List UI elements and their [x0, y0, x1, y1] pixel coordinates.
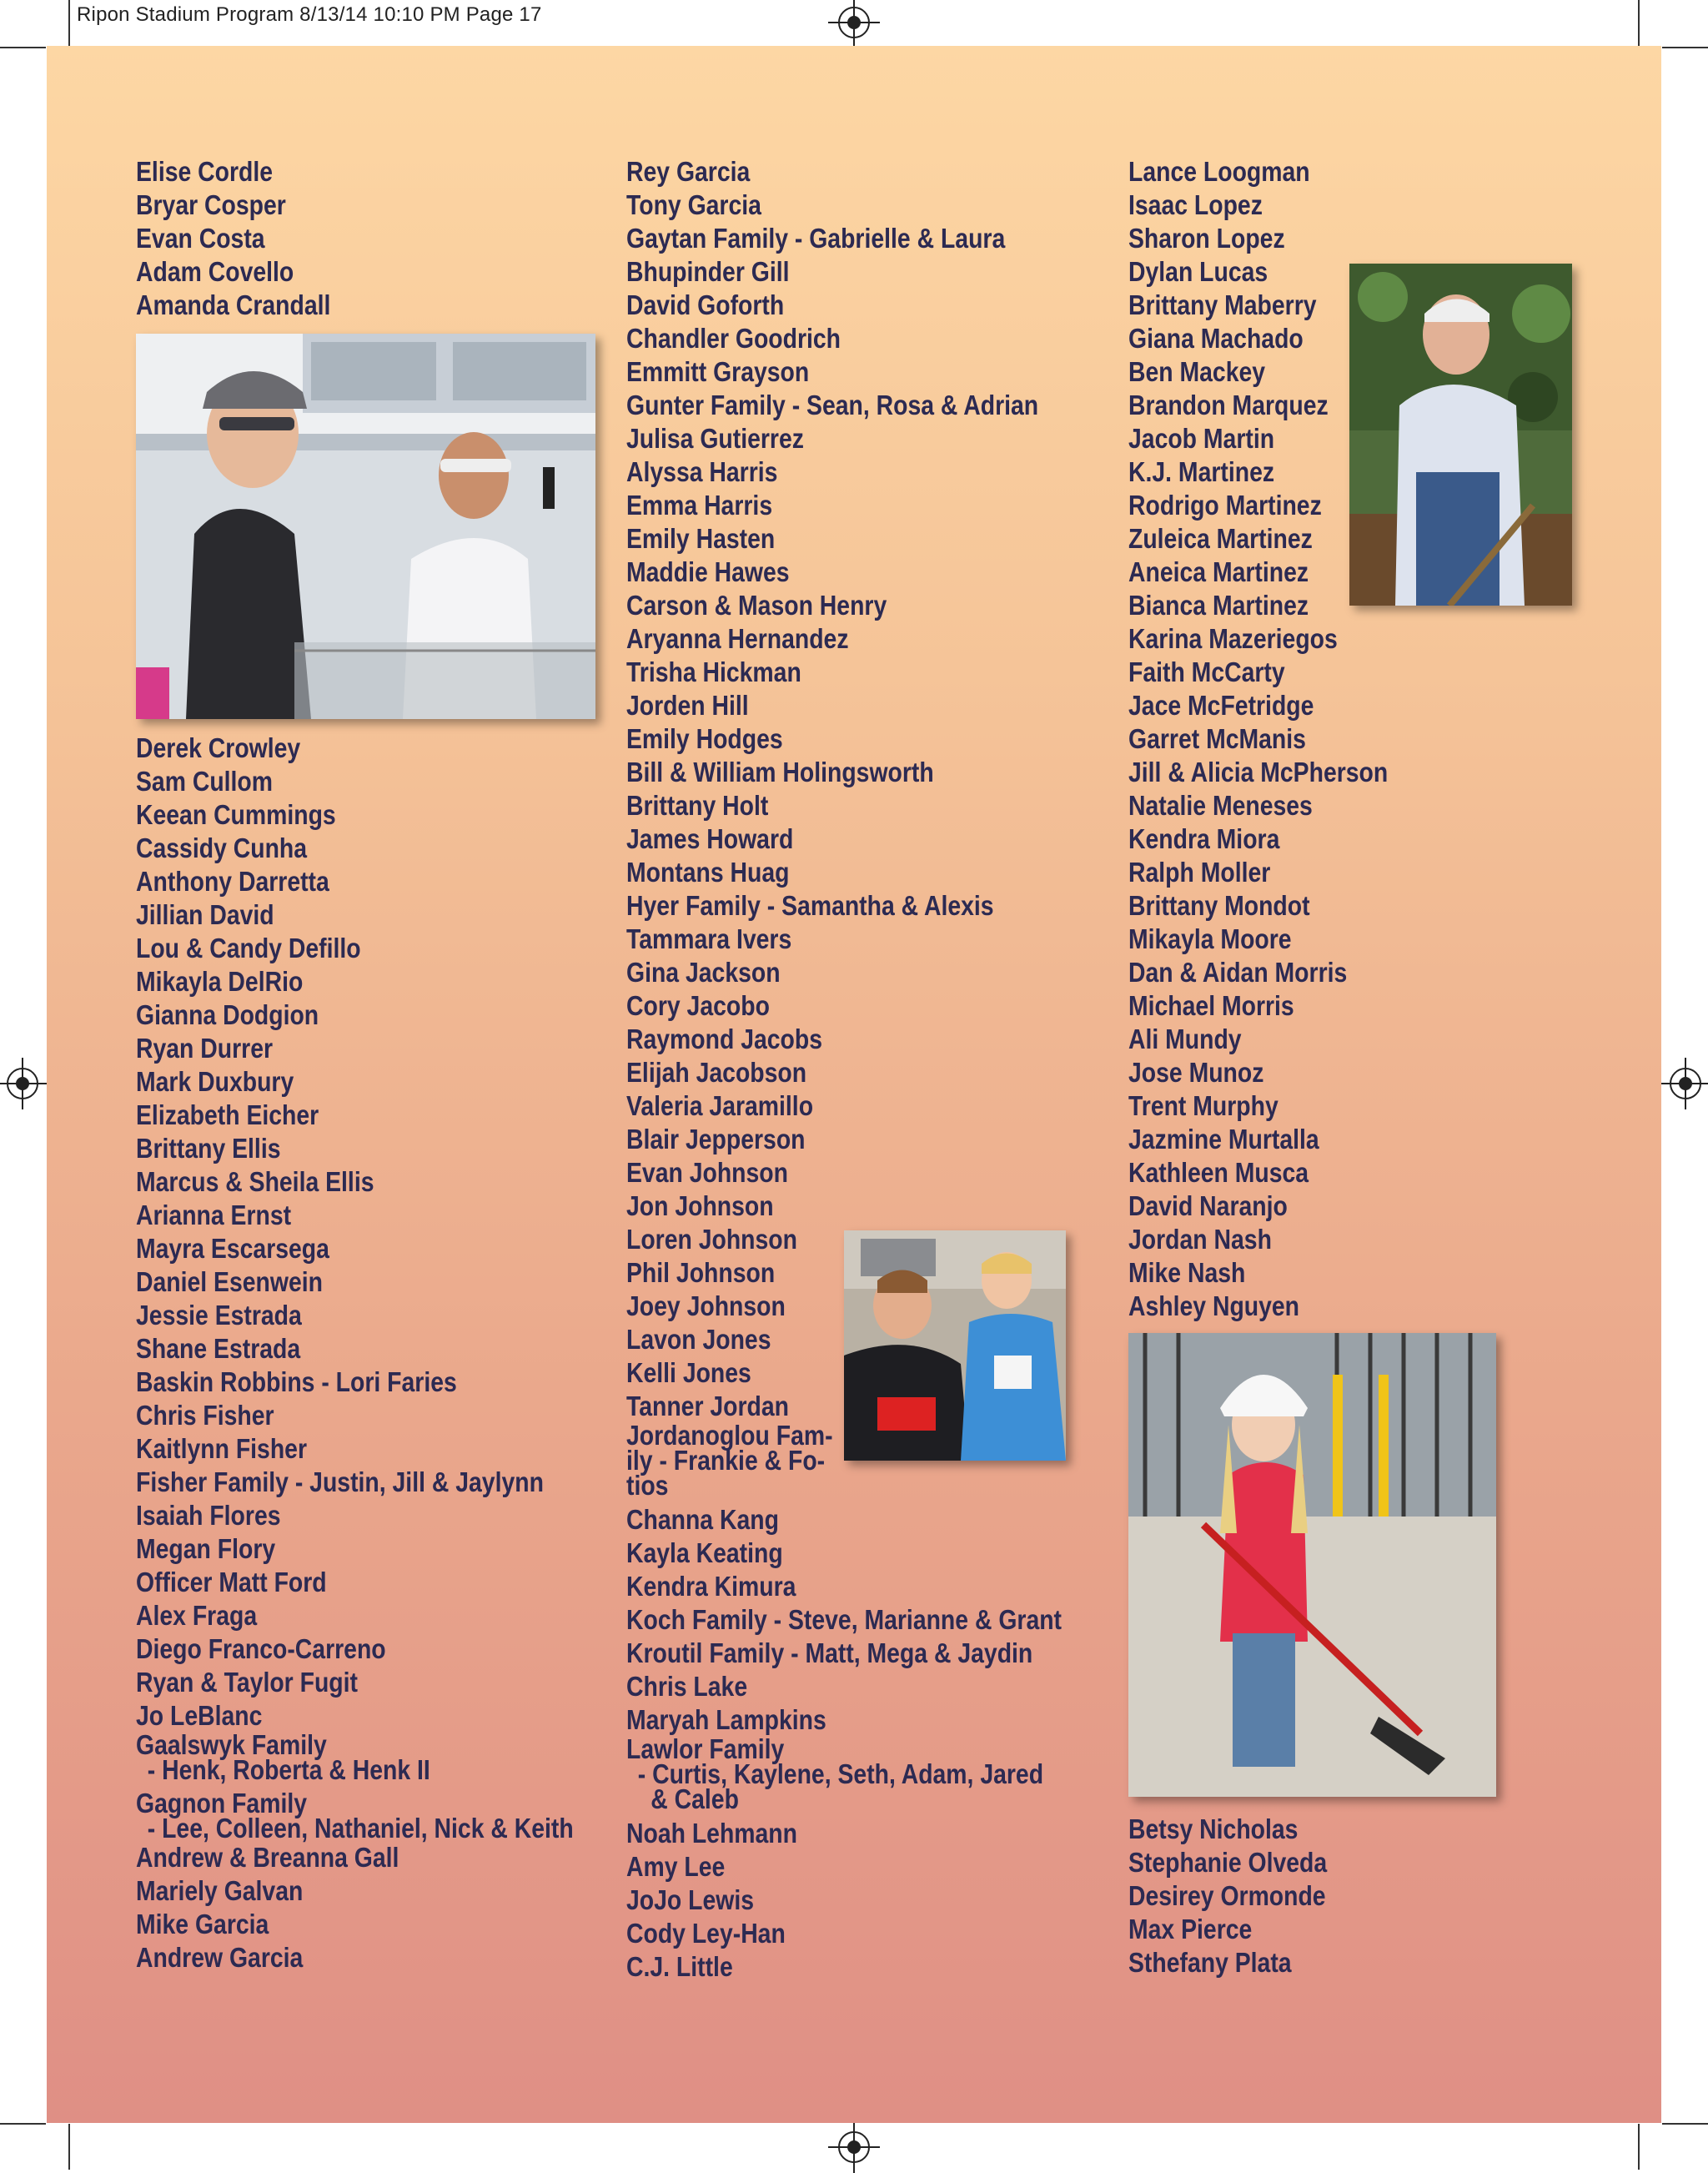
- list-item: JoJo Lewis: [626, 1884, 754, 1915]
- list-item: Jorden Hill: [626, 690, 749, 721]
- list-item: K.J. Martinez: [1128, 456, 1275, 487]
- list-item: Betsy Nicholas: [1128, 1813, 1299, 1844]
- family-name: Gaalswyk Family: [136, 1729, 327, 1760]
- list-item: Maryah Lampkins: [626, 1704, 826, 1735]
- list-item: Kelli Jones: [626, 1357, 751, 1388]
- name-list: [136, 155, 603, 322]
- list-item: Mike Nash: [1128, 1257, 1246, 1288]
- list-item: Jessie Estrada: [136, 1300, 302, 1330]
- list-item: Emily Hasten: [626, 523, 776, 554]
- list-item: Max Pierce: [1128, 1914, 1253, 1944]
- list-item: Mikayla Moore: [1128, 923, 1292, 954]
- list-item: Montans Huag: [626, 857, 790, 888]
- crop-mark: [0, 47, 46, 48]
- list-item: Cory Jacobo: [626, 990, 770, 1021]
- list-item: Carson & Mason Henry: [626, 590, 887, 621]
- list-item: Dylan Lucas: [1128, 256, 1268, 287]
- list-item: Mikayla DelRio: [136, 966, 304, 997]
- list-item: Rodrigo Martinez: [1128, 490, 1322, 521]
- registration-mark-icon: [838, 2131, 870, 2163]
- list-item: C.J. Little: [626, 1951, 733, 1982]
- list-item: Lavon Jones: [626, 1324, 771, 1355]
- list-item: Noah Lehmann: [626, 1818, 797, 1849]
- list-item: Megan Flory: [136, 1533, 276, 1564]
- list-item: Maddie Hawes: [626, 556, 790, 587]
- list-item: Isaac Lopez: [1128, 189, 1263, 220]
- list-item: Kendra Miora: [1128, 823, 1280, 854]
- list-item: Koch Family - Steve, Marianne & Grant: [626, 1604, 1062, 1635]
- list-item: David Naranjo: [1128, 1190, 1288, 1221]
- list-item: Brittany Maberry: [1128, 289, 1317, 320]
- list-item: Brandon Marquez: [1128, 390, 1329, 420]
- list-item: Rey Garcia: [626, 156, 751, 187]
- list-item: Cody Ley-Han: [626, 1918, 786, 1949]
- list-item: Michael Morris: [1128, 990, 1294, 1021]
- list-item: Julisa Gutierrez: [626, 423, 804, 454]
- list-item: Kroutil Family - Matt, Mega & Jaydin: [626, 1637, 1033, 1668]
- registration-mark-icon: [838, 7, 870, 38]
- list-item: Cassidy Cunha: [136, 832, 308, 863]
- registration-mark-icon: [1670, 1068, 1701, 1099]
- list-item: Loren Johnson: [626, 1224, 797, 1255]
- list-item: Mariely Galvan: [136, 1875, 304, 1906]
- list-item: Mike Garcia: [136, 1909, 269, 1939]
- list-item: Elise Cordle: [136, 156, 274, 187]
- crop-mark: [1638, 2124, 1640, 2170]
- list-item: Bill & William Holingsworth: [626, 757, 934, 787]
- list-item: Baskin Robbins - Lori Faries: [136, 1366, 457, 1397]
- list-item: Mark Duxbury: [136, 1066, 294, 1097]
- list-item: Chris Lake: [626, 1671, 748, 1702]
- list-item: Elizabeth Eicher: [136, 1099, 319, 1130]
- photo-announcers: [136, 334, 595, 719]
- list-item: Jordan Nash: [1128, 1224, 1272, 1255]
- list-item: Jacob Martin: [1128, 423, 1275, 454]
- list-item: Fisher Family - Justin, Jill & Jaylynn: [136, 1466, 544, 1497]
- list-item: Tony Garcia: [626, 189, 761, 220]
- list-item: Anthony Darretta: [136, 866, 329, 897]
- program-page: [47, 46, 1661, 2123]
- list-item: Kendra Kimura: [626, 1571, 796, 1602]
- list-item: Aneica Martinez: [1128, 556, 1309, 587]
- name-column-1-lower: [136, 732, 636, 1974]
- name-list: [1128, 1813, 1629, 1979]
- list-item: Garret McManis: [1128, 723, 1306, 754]
- name-list: [136, 732, 636, 1733]
- list-item: Sam Cullom: [136, 766, 274, 797]
- list-item: Bhupinder Gill: [626, 256, 790, 287]
- list-item: Gina Jackson: [626, 957, 781, 988]
- list-item: Emma Harris: [626, 490, 773, 521]
- crop-mark: [1638, 0, 1640, 46]
- name-column-3-lower: [1128, 1813, 1629, 1979]
- list-item: Kaitlynn Fisher: [136, 1433, 308, 1464]
- list-item: Desirey Ormonde: [1128, 1880, 1326, 1911]
- list-item: Phil Johnson: [626, 1257, 776, 1288]
- list-item: Elijah Jacobson: [626, 1057, 807, 1088]
- list-item: Valeria Jaramillo: [626, 1090, 814, 1121]
- list-item: Gaytan Family - Gabrielle & Laura: [626, 223, 1006, 254]
- list-item: Channa Kang: [626, 1504, 779, 1535]
- list-item: Emily Hodges: [626, 723, 783, 754]
- list-item: Lou & Candy Defillo: [136, 933, 361, 963]
- list-item: Jillian David: [136, 899, 274, 930]
- family-members: - Lee, Colleen, Nathaniel, Nick & Keith: [147, 1813, 574, 1844]
- list-item: Stephanie Olveda: [1128, 1847, 1328, 1878]
- list-item: Ralph Moller: [1128, 857, 1271, 888]
- list-item: Raymond Jacobs: [626, 1024, 822, 1054]
- list-item: Bryar Cosper: [136, 189, 286, 220]
- photo-man-shovel: [1349, 264, 1572, 606]
- family-entry-gaalswyk: [136, 1729, 636, 1785]
- list-item: Ashley Nguyen: [1128, 1290, 1300, 1321]
- list-item: Giana Machado: [1128, 323, 1304, 354]
- list-item: Jose Munoz: [1128, 1057, 1264, 1088]
- list-item: James Howard: [626, 823, 794, 854]
- list-item: Ryan & Taylor Fugit: [136, 1667, 358, 1698]
- list-item: Andrew Garcia: [136, 1942, 304, 1973]
- list-item: Karina Mazeriegos: [1128, 623, 1338, 654]
- list-item: Adam Covello: [136, 256, 294, 287]
- list-item: Jace McFetridge: [1128, 690, 1314, 721]
- list-item: Alex Fraga: [136, 1600, 258, 1631]
- list-item: Brittany Holt: [626, 790, 769, 821]
- name-list: [626, 1503, 1127, 1737]
- crop-mark: [68, 2124, 70, 2170]
- list-item: Arianna Ernst: [136, 1200, 292, 1230]
- list-item: Kayla Keating: [626, 1537, 783, 1568]
- list-item: Officer Matt Ford: [136, 1567, 327, 1597]
- family-members: - Curtis, Kaylene, Seth, Adam, Jared: [637, 1758, 1044, 1789]
- name-column-1: [136, 155, 603, 322]
- photo-kids-running: [844, 1230, 1066, 1461]
- list-item: Kathleen Musca: [1128, 1157, 1309, 1188]
- photo-girl-broom: [1128, 1333, 1496, 1797]
- family-entry-lawlor: [626, 1733, 1127, 1814]
- family-members: tios: [626, 1470, 669, 1501]
- list-item: Tammara Ivers: [626, 923, 792, 954]
- family-members: ily - Frankie & Fo-: [626, 1445, 826, 1476]
- name-column-2: [626, 155, 1127, 1984]
- list-item: Diego Franco-Carreno: [136, 1633, 386, 1664]
- list-item: Evan Costa: [136, 223, 265, 254]
- list-item: Amanda Crandall: [136, 289, 331, 320]
- list-item: Bianca Martinez: [1128, 590, 1309, 621]
- list-item: Emmitt Grayson: [626, 356, 810, 387]
- list-item: Jill & Alicia McPherson: [1128, 757, 1389, 787]
- crop-mark: [1662, 2123, 1708, 2125]
- list-item: Mayra Escarsega: [136, 1233, 329, 1264]
- list-item: David Goforth: [626, 289, 785, 320]
- family-members: - Henk, Roberta & Henk II: [147, 1754, 430, 1785]
- list-item: Jazmine Murtalla: [1128, 1124, 1319, 1154]
- list-item: Derek Crowley: [136, 732, 301, 763]
- list-item: Trisha Hickman: [626, 656, 801, 687]
- list-item: Joey Johnson: [626, 1290, 786, 1321]
- list-item: Keean Cummings: [136, 799, 336, 830]
- list-item: Ryan Durrer: [136, 1033, 274, 1064]
- list-item: Sharon Lopez: [1128, 223, 1285, 254]
- name-list: [626, 1817, 1127, 1984]
- list-item: Trent Murphy: [1128, 1090, 1278, 1121]
- list-item: Hyer Family - Samantha & Alexis: [626, 890, 994, 921]
- list-item: Aryanna Hernandez: [626, 623, 849, 654]
- list-item: Ben Mackey: [1128, 356, 1266, 387]
- registration-mark-icon: [7, 1068, 38, 1099]
- list-item: Shane Estrada: [136, 1333, 301, 1364]
- list-item: Evan Johnson: [626, 1157, 788, 1188]
- list-item: Brittany Ellis: [136, 1133, 281, 1164]
- crop-mark: [0, 2123, 46, 2125]
- family-members: & Caleb: [651, 1783, 739, 1814]
- list-item: Zuleica Martinez: [1128, 523, 1313, 554]
- list-item: Natalie Meneses: [1128, 790, 1313, 821]
- print-slug: Ripon Stadium Program 8/13/14 10:10 PM Page 17: [77, 3, 542, 26]
- crop-mark: [1662, 47, 1708, 48]
- family-name: Lawlor Family: [626, 1733, 785, 1764]
- list-item: Brittany Mondot: [1128, 890, 1310, 921]
- list-item: Chris Fisher: [136, 1400, 274, 1431]
- list-item: Faith McCarty: [1128, 656, 1285, 687]
- list-item: Andrew & Breanna Gall: [136, 1842, 399, 1873]
- list-item: Isaiah Flores: [136, 1500, 281, 1531]
- crop-mark: [68, 0, 70, 46]
- list-item: Dan & Aidan Morris: [1128, 957, 1348, 988]
- name-list: [136, 1841, 636, 1974]
- list-item: Marcus & Sheila Ellis: [136, 1166, 374, 1197]
- list-item: Jo LeBlanc: [136, 1700, 263, 1731]
- list-item: Gunter Family - Sean, Rosa & Adrian: [626, 390, 1039, 420]
- family-name: Jordanoglou Fam-: [626, 1420, 833, 1451]
- list-item: Chandler Goodrich: [626, 323, 841, 354]
- list-item: Jon Johnson: [626, 1190, 774, 1221]
- list-item: Amy Lee: [626, 1851, 726, 1882]
- list-item: Lance Loogman: [1128, 156, 1310, 187]
- list-item: Ali Mundy: [1128, 1024, 1242, 1054]
- list-item: Gianna Dodgion: [136, 999, 319, 1030]
- family-name: Gagnon Family: [136, 1788, 308, 1818]
- list-item: Blair Jepperson: [626, 1124, 806, 1154]
- list-item: Tanner Jordan: [626, 1391, 790, 1421]
- family-entry-gagnon: [136, 1788, 636, 1844]
- list-item: Daniel Esenwein: [136, 1266, 323, 1297]
- list-item: Sthefany Plata: [1128, 1947, 1292, 1978]
- list-item: Alyssa Harris: [626, 456, 778, 487]
